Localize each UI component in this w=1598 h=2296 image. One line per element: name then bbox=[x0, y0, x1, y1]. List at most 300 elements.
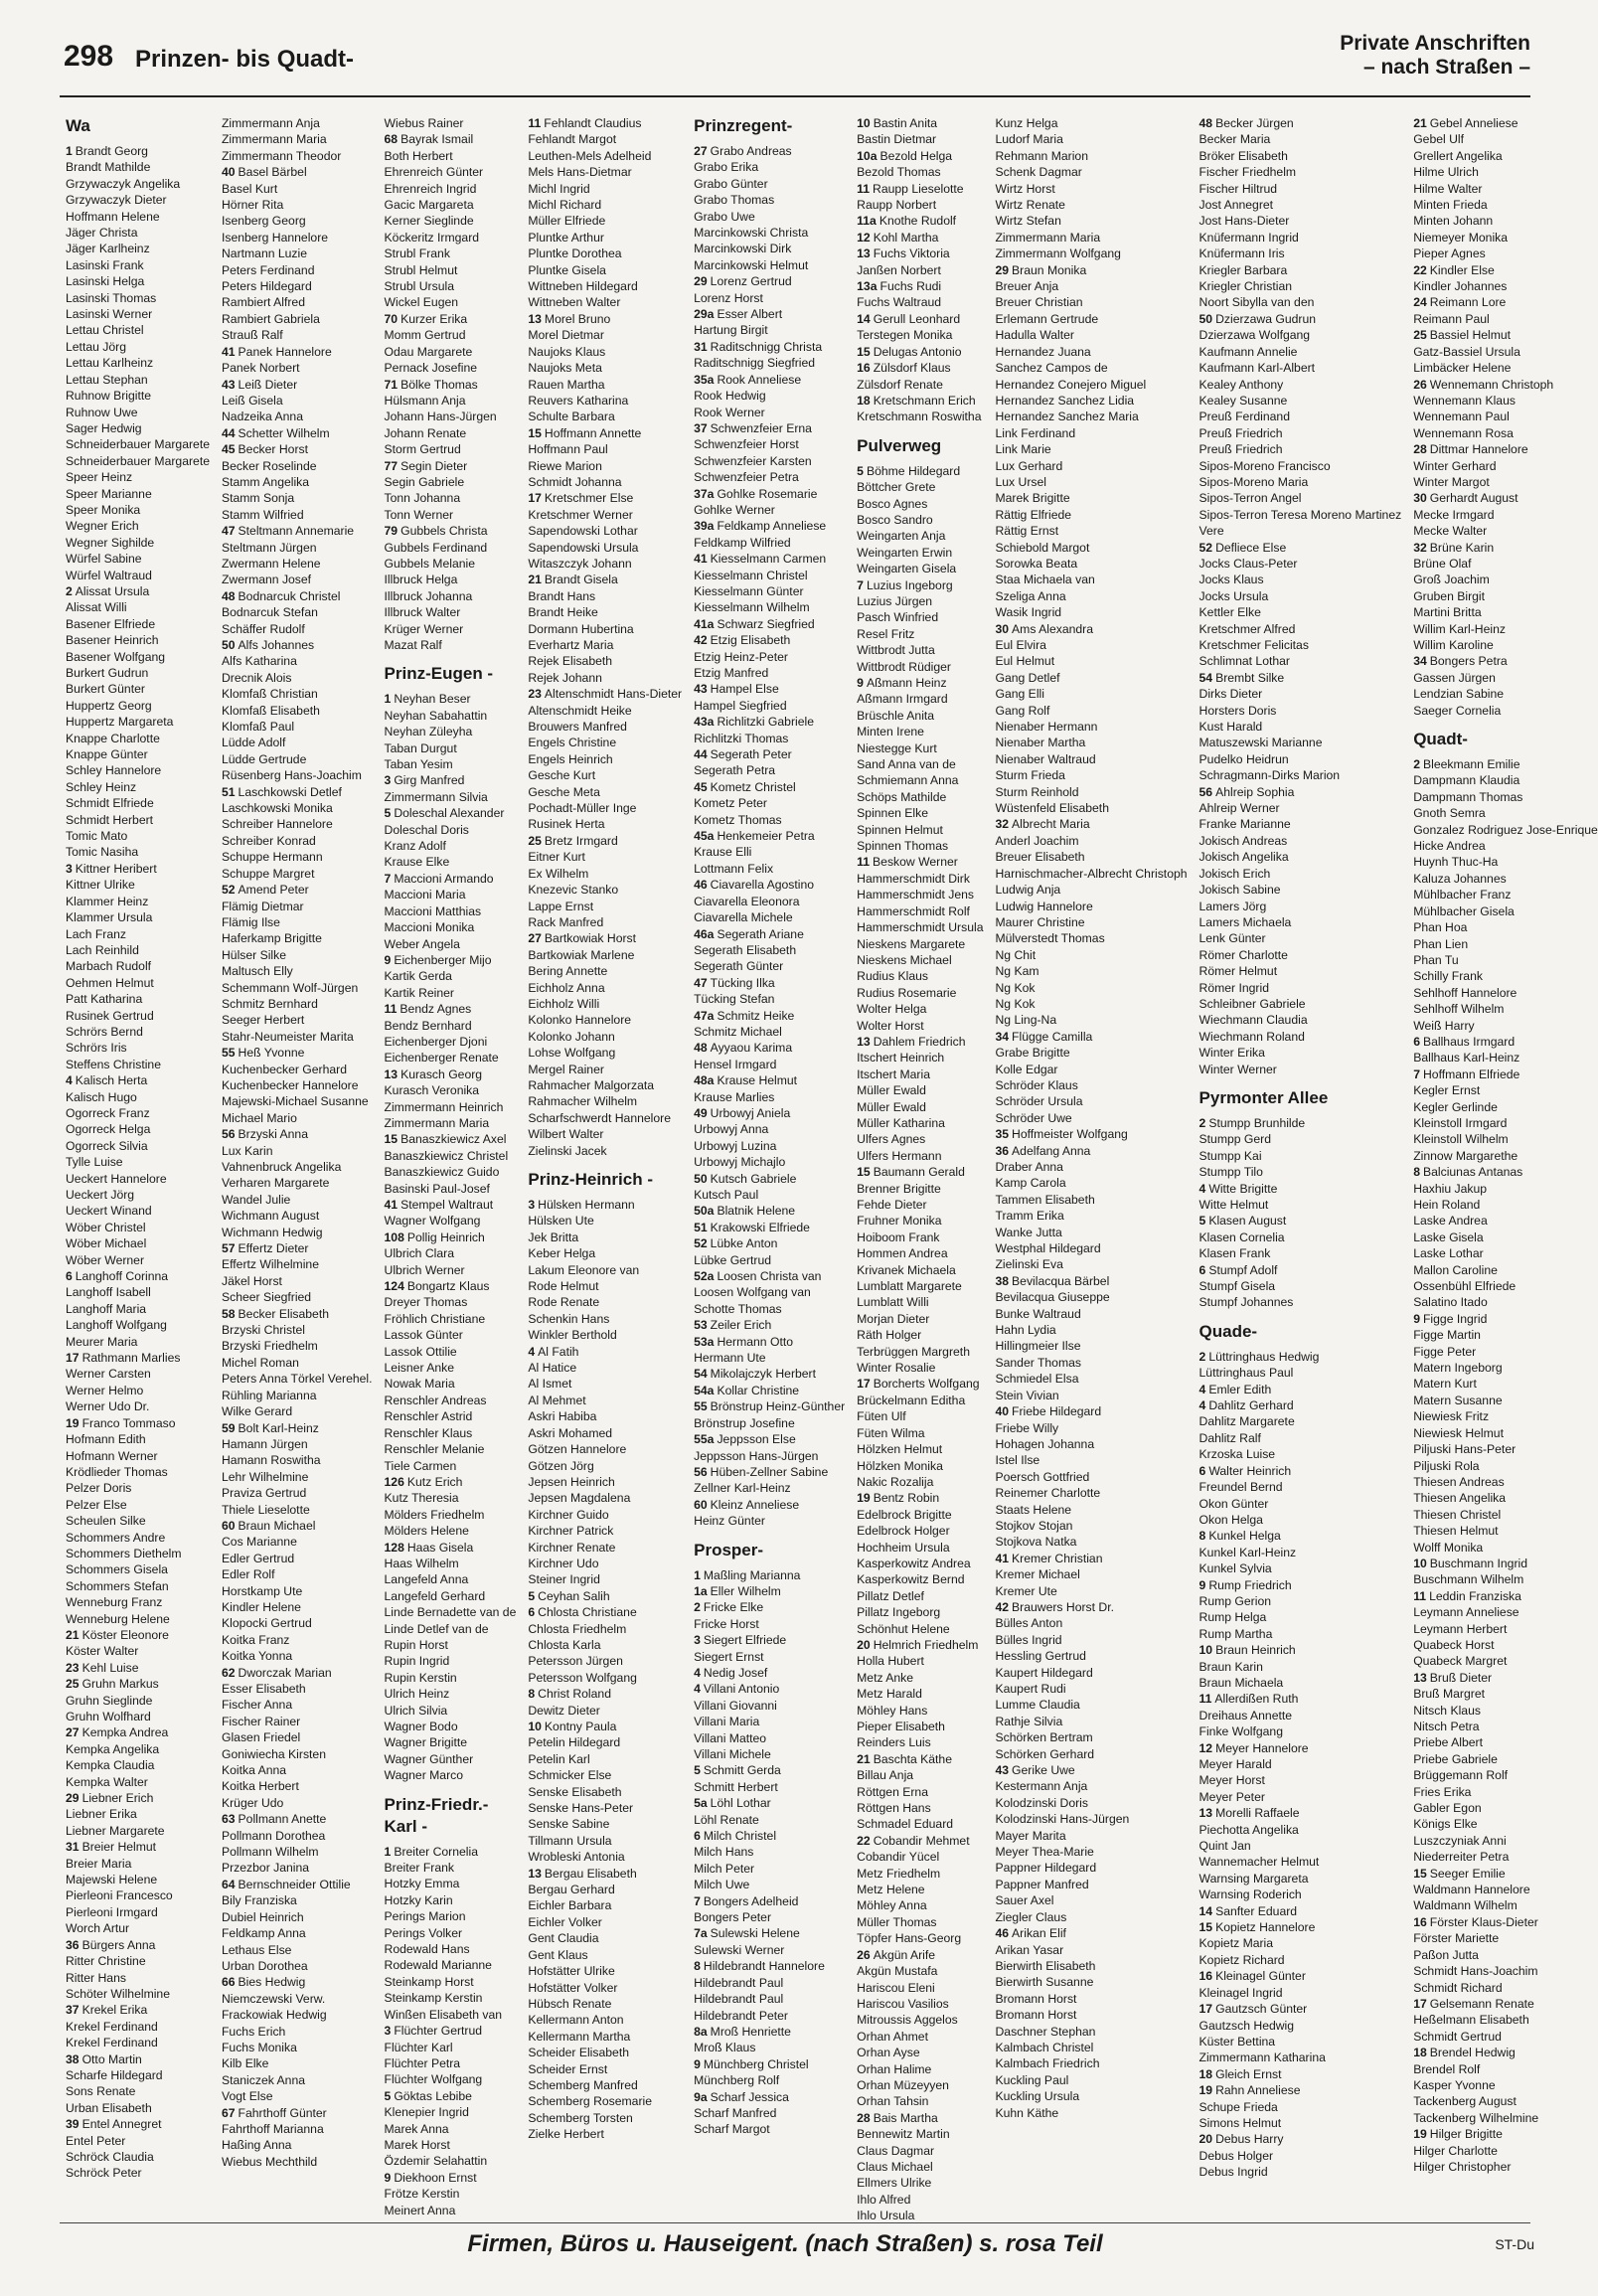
directory-column bbox=[385, 115, 517, 2224]
resident-entry bbox=[694, 861, 845, 877]
resident-name: Morel Dietmar bbox=[528, 328, 604, 343]
resident-name: Kleinagel Günter bbox=[1215, 1969, 1306, 1984]
resident-entry bbox=[995, 1778, 1187, 1794]
resident-name: Urban Dorothea bbox=[221, 1958, 308, 1973]
resident-entry bbox=[1413, 425, 1598, 441]
resident-entry bbox=[66, 2165, 210, 2181]
resident-entry bbox=[1199, 899, 1402, 914]
house-number: 19 bbox=[1413, 2127, 1427, 2142]
resident-entry bbox=[1413, 789, 1598, 805]
resident-entry bbox=[222, 735, 373, 750]
resident-name: Petersson Jürgen bbox=[528, 1654, 623, 1669]
resident-name: Reuvers Katharina bbox=[528, 393, 629, 408]
resident-entry bbox=[694, 1567, 845, 1583]
resident-name: Köckeritz Irmgard bbox=[384, 230, 480, 245]
resident-name: Noort Sibylla van den bbox=[1198, 295, 1315, 310]
resident-entry bbox=[528, 474, 682, 490]
resident-entry bbox=[1199, 1045, 1402, 1061]
resident-entry bbox=[66, 812, 210, 828]
resident-name: Langefeld Gerhard bbox=[384, 1588, 486, 1603]
resident-name: Özdemir Selahattin bbox=[384, 2154, 488, 2169]
resident-name: Rump Martha bbox=[1198, 1626, 1273, 1641]
resident-entry bbox=[995, 1436, 1187, 1452]
resident-entry bbox=[995, 1518, 1187, 1534]
resident-entry bbox=[528, 164, 682, 180]
resident-name: Möhley Hans bbox=[857, 1703, 928, 1718]
resident-name: Zinnow Margarethe bbox=[1413, 1148, 1518, 1163]
resident-name: Pluntke Gisela bbox=[528, 262, 606, 277]
resident-name: Kirchner Renate bbox=[528, 1540, 616, 1555]
resident-name: Segin Dieter bbox=[400, 458, 468, 473]
resident-entry bbox=[694, 975, 845, 991]
resident-entry bbox=[385, 2088, 517, 2104]
resident-name: Sons Renate bbox=[66, 2084, 136, 2099]
resident-entry bbox=[1199, 980, 1402, 996]
resident-entry bbox=[694, 1138, 845, 1154]
resident-entry bbox=[694, 568, 845, 583]
resident-entry bbox=[1413, 1897, 1598, 1913]
house-number: 17 bbox=[857, 1377, 871, 1392]
resident-entry bbox=[222, 2137, 373, 2153]
resident-name: Stumpf Gisela bbox=[1198, 1279, 1276, 1294]
resident-name: Thiesen Angelika bbox=[1413, 1491, 1507, 1506]
resident-entry bbox=[222, 816, 373, 832]
resident-name: Brembt Silke bbox=[1215, 670, 1285, 685]
resident-entry bbox=[528, 703, 682, 719]
resident-name: Minten Irene bbox=[857, 725, 924, 739]
house-number: 39a bbox=[694, 519, 715, 534]
resident-entry bbox=[995, 523, 1187, 539]
resident-name: Lüdde Gertrude bbox=[221, 751, 307, 766]
house-number: 13 bbox=[1198, 1806, 1213, 1821]
resident-name: Ayyaou Karima bbox=[710, 1041, 793, 1056]
resident-entry bbox=[995, 1844, 1187, 1860]
resident-name: Speer Monika bbox=[66, 502, 141, 517]
resident-entry bbox=[694, 225, 845, 241]
resident-entry bbox=[222, 1256, 373, 1272]
resident-name: Petelin Karl bbox=[528, 1751, 590, 1766]
resident-name: Breiter Cornelia bbox=[394, 1844, 478, 1859]
resident-entry bbox=[857, 1408, 983, 1424]
resident-entry bbox=[385, 1131, 517, 1147]
resident-entry bbox=[385, 540, 517, 556]
resident-name: Ciavarella Michele bbox=[694, 910, 793, 925]
resident-entry bbox=[1199, 2050, 1402, 2065]
house-number: 8 bbox=[694, 1959, 701, 1974]
resident-name: Ulrich Silvia bbox=[384, 1703, 448, 1718]
resident-entry bbox=[995, 131, 1187, 147]
resident-name: Adelfang Anna bbox=[1012, 1143, 1091, 1158]
resident-name: Isenberg Georg bbox=[221, 214, 306, 229]
resident-name: Hörner Rita bbox=[221, 198, 284, 213]
house-number: 4 bbox=[694, 1682, 701, 1697]
resident-name: Terbrüggen Margreth bbox=[857, 1344, 970, 1359]
resident-name: Knezevic Stanko bbox=[528, 883, 619, 898]
resident-entry bbox=[1199, 1708, 1402, 1723]
resident-entry bbox=[1199, 2115, 1402, 2131]
resident-name: Ciavarella Eleonora bbox=[694, 894, 800, 908]
resident-name: Verharen Margarete bbox=[221, 1176, 330, 1191]
resident-entry bbox=[694, 2024, 845, 2040]
resident-entry bbox=[385, 2153, 517, 2169]
resident-name: Fischer Anna bbox=[221, 1698, 293, 1713]
resident-name: Kopietz Richard bbox=[1198, 1952, 1285, 1967]
resident-name: Senske Sabine bbox=[528, 1817, 610, 1832]
resident-entry bbox=[528, 458, 682, 474]
resident-name: Jäkel Horst bbox=[221, 1273, 282, 1288]
resident-entry bbox=[1413, 230, 1598, 246]
resident-entry bbox=[385, 1197, 517, 1213]
resident-entry bbox=[1413, 1164, 1598, 1180]
resident-name: Steltmann Jürgen bbox=[221, 540, 317, 555]
resident-entry bbox=[694, 599, 845, 615]
resident-entry bbox=[222, 1566, 373, 1582]
house-number: 16 bbox=[1198, 1969, 1213, 1984]
resident-name: Sanchez Campos de bbox=[995, 361, 1108, 376]
resident-entry bbox=[694, 1105, 845, 1121]
resident-name: Willim Karl-Heinz bbox=[1413, 621, 1506, 636]
resident-name: Ng Kam bbox=[995, 964, 1039, 979]
resident-entry bbox=[528, 767, 682, 783]
resident-name: Krivanek Michaela bbox=[857, 1262, 956, 1277]
resident-entry bbox=[995, 1143, 1187, 1159]
resident-entry bbox=[385, 708, 517, 724]
resident-entry bbox=[857, 360, 983, 376]
resident-entry bbox=[222, 1648, 373, 1664]
resident-entry bbox=[66, 1480, 210, 1496]
resident-name: Schreiber Hannelore bbox=[221, 817, 333, 832]
resident-name: Haferkamp Brigitte bbox=[221, 931, 322, 946]
resident-entry bbox=[528, 393, 682, 409]
resident-entry bbox=[528, 131, 682, 147]
resident-entry bbox=[222, 980, 373, 996]
resident-name: Gruben Birgit bbox=[1413, 588, 1486, 603]
resident-name: Link Marie bbox=[995, 442, 1051, 457]
resident-entry bbox=[694, 1154, 845, 1170]
resident-name: Krause Elli bbox=[694, 845, 752, 860]
resident-name: Kleinagel Ingrid bbox=[1198, 1985, 1283, 2000]
resident-name: Breiter Frank bbox=[384, 1861, 454, 1876]
resident-name: Kopietz Hannelore bbox=[1215, 1920, 1316, 1935]
section-title-line2: – nach Straßen – bbox=[1362, 56, 1530, 79]
resident-entry bbox=[694, 436, 845, 452]
resident-entry bbox=[66, 486, 210, 502]
resident-name: Klomfaß Christian bbox=[221, 687, 318, 702]
resident-name: Marcinkowski Helmut bbox=[694, 257, 809, 272]
resident-entry bbox=[222, 1289, 373, 1305]
resident-name: Sturm Reinhold bbox=[995, 784, 1079, 799]
resident-entry bbox=[1199, 1903, 1402, 1919]
resident-name: Scharfschwerdt Hannelore bbox=[528, 1110, 671, 1125]
house-number: 11 bbox=[857, 855, 871, 870]
resident-entry bbox=[857, 1082, 983, 1098]
resident-name: Ulbrich Werner bbox=[384, 1262, 465, 1277]
resident-entry bbox=[385, 1876, 517, 1891]
house-number: 55a bbox=[694, 1432, 715, 1447]
resident-name: Kretschmer Alfred bbox=[1198, 621, 1296, 636]
house-number: 11 bbox=[1413, 1588, 1427, 1603]
house-number: 7 bbox=[1413, 1066, 1420, 1081]
resident-entry bbox=[66, 1643, 210, 1659]
resident-name: Stamm Wilfried bbox=[221, 507, 304, 522]
resident-name: Link Ferdinand bbox=[995, 425, 1076, 440]
resident-entry bbox=[857, 377, 983, 393]
resident-entry bbox=[385, 1941, 517, 1957]
resident-name: Knothe Rudolf bbox=[879, 214, 957, 229]
resident-name: Peters Hildegard bbox=[221, 279, 312, 294]
resident-name: Kutz Theresia bbox=[384, 1491, 459, 1506]
resident-name: Becker Maria bbox=[1198, 132, 1271, 147]
resident-entry bbox=[66, 1530, 210, 1546]
resident-entry bbox=[995, 441, 1187, 457]
resident-entry bbox=[385, 1474, 517, 1490]
resident-name: Gubbels Melanie bbox=[384, 556, 475, 571]
resident-entry bbox=[66, 1709, 210, 1724]
resident-name: Strubl Ursula bbox=[384, 279, 454, 294]
resident-name: Kolonko Johann bbox=[528, 1029, 615, 1044]
resident-name: Kindler Johannes bbox=[1413, 279, 1508, 294]
resident-name: Hotzky Emma bbox=[384, 1877, 460, 1891]
resident-entry bbox=[222, 1436, 373, 1452]
resident-entry bbox=[222, 2121, 373, 2137]
resident-entry bbox=[528, 1344, 682, 1360]
resident-entry bbox=[66, 1774, 210, 1790]
resident-name: Goniwiecha Kirsten bbox=[221, 1746, 326, 1761]
street-heading: Prosper- bbox=[694, 1540, 764, 1559]
resident-name: Bierwirth Elisabeth bbox=[995, 1958, 1096, 1973]
resident-entry bbox=[385, 572, 517, 587]
resident-name: Haxhiu Jakup bbox=[1413, 1181, 1488, 1196]
resident-entry bbox=[694, 355, 845, 371]
resident-name: Bevilacqua Giuseppe bbox=[995, 1290, 1110, 1305]
resident-name: Mazat Ralf bbox=[384, 638, 442, 652]
resident-name: Hamann Jürgen bbox=[221, 1436, 308, 1451]
resident-name: Gang Detlef bbox=[995, 670, 1060, 685]
resident-name: Pluntke Arthur bbox=[528, 230, 604, 245]
resident-entry bbox=[222, 1126, 373, 1142]
resident-name: Kranz Adolf bbox=[384, 839, 446, 854]
resident-name: Phan Lien bbox=[1413, 936, 1469, 951]
resident-entry bbox=[385, 691, 517, 707]
resident-name: Kleinz Anneliese bbox=[710, 1497, 800, 1512]
street-heading: Pyrmonter Allee bbox=[1198, 1087, 1329, 1107]
resident-name: Winter Werner bbox=[1198, 1062, 1277, 1076]
resident-entry bbox=[66, 1839, 210, 1855]
resident-entry bbox=[995, 377, 1187, 393]
resident-entry bbox=[385, 1148, 517, 1164]
resident-name: Böhme Hildegard bbox=[866, 463, 961, 478]
resident-entry bbox=[1413, 1376, 1598, 1392]
resident-name: Tackenberg August bbox=[1413, 2094, 1517, 2109]
resident-entry bbox=[1413, 1540, 1598, 1556]
resident-entry bbox=[528, 1062, 682, 1077]
resident-entry bbox=[66, 1187, 210, 1203]
house-number: 25 bbox=[1413, 328, 1427, 343]
resident-entry bbox=[66, 698, 210, 714]
resident-name: Perings Volker bbox=[384, 1925, 463, 1940]
resident-name: Winter Rosalie bbox=[857, 1361, 936, 1376]
resident-entry bbox=[66, 322, 210, 338]
resident-name: Kartik Gerda bbox=[384, 969, 452, 984]
resident-entry bbox=[66, 583, 210, 599]
house-number: 40 bbox=[995, 1404, 1010, 1419]
resident-name: Nitsch Klaus bbox=[1413, 1703, 1481, 1718]
resident-entry bbox=[694, 273, 845, 289]
resident-name: Füten Wilma bbox=[857, 1425, 925, 1440]
resident-entry bbox=[694, 453, 845, 469]
resident-name: Leddin Franziska bbox=[1429, 1588, 1521, 1603]
resident-entry bbox=[66, 1105, 210, 1121]
resident-name: Schlimnat Lothar bbox=[1198, 654, 1290, 669]
resident-entry bbox=[528, 1653, 682, 1669]
resident-name: Morjan Dieter bbox=[857, 1311, 930, 1326]
resident-entry bbox=[694, 486, 845, 502]
resident-name: Waldmann Hannelore bbox=[1413, 1883, 1530, 1897]
resident-name: Rejek Elisabeth bbox=[528, 654, 613, 669]
resident-entry bbox=[995, 1225, 1187, 1240]
resident-entry bbox=[385, 131, 517, 147]
resident-entry bbox=[1199, 148, 1402, 164]
resident-entry bbox=[995, 1062, 1187, 1077]
resident-name: Wirtz Stefan bbox=[995, 214, 1061, 229]
resident-entry bbox=[385, 621, 517, 637]
resident-entry bbox=[385, 1588, 517, 1604]
house-number: 8a bbox=[694, 2024, 708, 2039]
resident-name: Wilbert Walter bbox=[528, 1127, 604, 1142]
resident-name: Jepsen Magdalena bbox=[528, 1491, 631, 1506]
resident-entry bbox=[1413, 197, 1598, 213]
resident-entry bbox=[528, 1012, 682, 1028]
resident-entry bbox=[1413, 262, 1598, 278]
resident-name: Allerdißen Ruth bbox=[1214, 1692, 1299, 1707]
resident-entry bbox=[66, 926, 210, 942]
resident-entry bbox=[1413, 1767, 1598, 1783]
resident-entry bbox=[66, 746, 210, 762]
resident-name: Braun Michael bbox=[238, 1518, 316, 1533]
house-number: 56 bbox=[694, 1464, 708, 1479]
resident-entry bbox=[995, 2088, 1187, 2104]
resident-entry bbox=[995, 1322, 1187, 1338]
house-number: 52 bbox=[694, 1236, 708, 1251]
resident-entry bbox=[222, 784, 373, 800]
resident-name: Hernandez Sanchez Maria bbox=[995, 410, 1139, 424]
resident-entry bbox=[857, 1947, 983, 1963]
resident-entry bbox=[857, 1099, 983, 1115]
resident-name: Chlosta Christiane bbox=[538, 1605, 637, 1620]
resident-name: Pluntke Dorothea bbox=[528, 246, 622, 261]
resident-name: Dubiel Heinrich bbox=[221, 1909, 304, 1924]
resident-entry bbox=[1413, 2093, 1598, 2109]
resident-entry bbox=[995, 751, 1187, 767]
resident-name: Schley Hannelore bbox=[66, 763, 162, 778]
house-number: 47 bbox=[694, 975, 708, 990]
resident-entry bbox=[66, 1660, 210, 1676]
resident-name: Thiele Lieselotte bbox=[221, 1502, 310, 1517]
resident-entry bbox=[1199, 1197, 1402, 1213]
resident-entry bbox=[995, 1126, 1187, 1142]
resident-name: Brüschle Anita bbox=[857, 708, 935, 723]
resident-name: Wichmann Hedwig bbox=[221, 1225, 323, 1239]
resident-name: Schetter Wilhelm bbox=[238, 425, 330, 440]
house-number: 60 bbox=[221, 1518, 236, 1533]
resident-name: Brendel Rolf bbox=[1413, 2061, 1481, 2076]
resident-name: Rüsenberg Hans-Joachim bbox=[221, 768, 362, 783]
resident-entry bbox=[385, 262, 517, 278]
resident-name: Zimmermann Maria bbox=[221, 132, 327, 147]
resident-entry bbox=[1413, 1734, 1598, 1750]
resident-name: Dahlem Friedrich bbox=[873, 1034, 966, 1049]
resident-entry bbox=[857, 2159, 983, 2175]
resident-name: Ueckert Jörg bbox=[66, 1188, 135, 1202]
resident-entry bbox=[1199, 735, 1402, 750]
resident-entry bbox=[857, 1996, 983, 2012]
resident-name: Matuszewski Marianne bbox=[1198, 736, 1323, 750]
resident-name: Hoffmann Paul bbox=[528, 442, 608, 457]
resident-name: Gabler Egon bbox=[1413, 1801, 1482, 1816]
resident-entry bbox=[528, 181, 682, 197]
resident-name: Klopocki Gertrud bbox=[221, 1616, 312, 1631]
resident-name: Gautzsch Hedwig bbox=[1198, 2018, 1295, 2033]
resident-name: Stojkova Natka bbox=[995, 1535, 1077, 1550]
resident-entry bbox=[857, 1262, 983, 1278]
resident-entry bbox=[528, 230, 682, 246]
resident-name: Röttgen Hans bbox=[857, 1801, 931, 1816]
house-number: 16 bbox=[1413, 1914, 1427, 1929]
resident-name: Kremer Ute bbox=[995, 1583, 1057, 1598]
resident-entry bbox=[1413, 1604, 1598, 1620]
resident-entry bbox=[528, 1947, 682, 1963]
resident-name: Girg Manfred bbox=[394, 773, 465, 788]
resident-name: Schmitt Gerda bbox=[703, 1763, 781, 1778]
resident-entry bbox=[857, 1294, 983, 1310]
resident-entry bbox=[1199, 360, 1402, 376]
house-number: 6 bbox=[694, 1829, 701, 1844]
resident-name: Staats Helene bbox=[995, 1502, 1072, 1517]
house-number: 47a bbox=[694, 1008, 715, 1023]
resident-name: Kremer Michael bbox=[995, 1567, 1080, 1582]
resident-name: Ogorreck Helga bbox=[66, 1122, 151, 1137]
resident-name: Phan Tu bbox=[1413, 952, 1459, 967]
resident-name: Mels Hans-Dietmar bbox=[528, 165, 632, 180]
resident-name: Eichler Barbara bbox=[528, 1898, 612, 1913]
resident-name: Knappe Günter bbox=[66, 747, 148, 762]
resident-name: Sapendowski Lothar bbox=[528, 524, 638, 539]
resident-entry bbox=[66, 1627, 210, 1643]
resident-entry bbox=[1199, 1294, 1402, 1310]
house-number: 31 bbox=[694, 339, 708, 354]
resident-name: Klasen August bbox=[1208, 1214, 1287, 1229]
resident-entry bbox=[857, 1588, 983, 1604]
resident-entry bbox=[857, 2175, 983, 2191]
resident-entry bbox=[995, 800, 1187, 816]
resident-name: Nienaber Waltraud bbox=[995, 751, 1096, 766]
resident-entry bbox=[528, 1441, 682, 1457]
resident-entry bbox=[385, 1294, 517, 1310]
resident-entry bbox=[385, 1925, 517, 1941]
resident-entry bbox=[857, 512, 983, 528]
house-number: 5 bbox=[857, 463, 864, 478]
resident-name: Brandt Mathilde bbox=[66, 160, 151, 175]
house-number: 9 bbox=[857, 676, 864, 690]
resident-entry bbox=[66, 1561, 210, 1577]
resident-entry bbox=[528, 1045, 682, 1061]
resident-name: Leisner Anke bbox=[384, 1361, 454, 1376]
resident-name: Krzoska Luise bbox=[1198, 1447, 1276, 1462]
resident-entry bbox=[1413, 1050, 1598, 1066]
resident-entry bbox=[857, 2093, 983, 2109]
resident-name: Maccioni Armando bbox=[394, 871, 494, 886]
resident-entry bbox=[222, 1208, 373, 1224]
